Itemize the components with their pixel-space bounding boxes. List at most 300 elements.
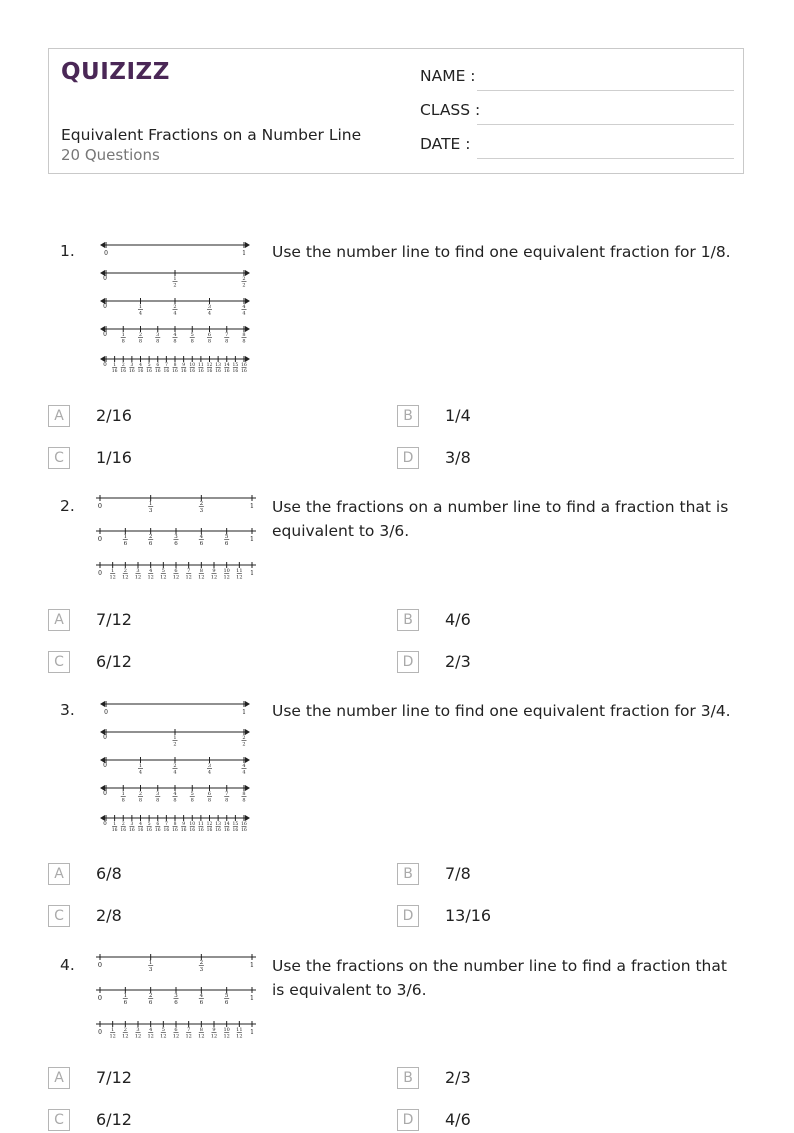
tick-label: 4 [207, 769, 212, 776]
number-line-row [100, 242, 250, 257]
tick-label: 12 [160, 574, 167, 581]
tick-label: 2 [121, 822, 125, 827]
question-count: 20 Questions [61, 146, 160, 164]
tick-label: 0 [103, 762, 107, 769]
tick-label: 4 [242, 769, 246, 776]
tick-label: 3 [156, 791, 160, 797]
tick-label: 11 [236, 568, 243, 574]
tick-label: 4 [242, 763, 246, 769]
class-field[interactable] [420, 101, 734, 125]
option-letter: C [48, 1109, 70, 1131]
tick-label: 4 [173, 310, 177, 317]
tick-label: 0 [104, 709, 108, 716]
tick-label: 5 [147, 822, 151, 827]
tick-label: 5 [161, 1027, 165, 1033]
number-line-row [96, 495, 256, 514]
tick-label: 2 [173, 741, 177, 748]
tick-label: 16 [241, 822, 247, 827]
tick-label: 16 [189, 369, 196, 374]
question-text: Use the number line to find one equivalent fraction for 1/8. [272, 243, 731, 261]
tick-label: 1 [111, 1027, 115, 1033]
question-number: 3. [60, 701, 75, 719]
tick-label: 16 [154, 828, 161, 833]
tick-label: 6 [224, 1000, 229, 1006]
option-letter: D [397, 447, 419, 469]
tick-label: 16 [154, 369, 161, 374]
tick-label: 6 [199, 541, 204, 547]
tick-label: 6 [123, 1000, 128, 1006]
tick-label: 6 [148, 1000, 153, 1006]
tick-label: 1 [111, 568, 115, 574]
tick-label: 12 [172, 574, 180, 581]
tick-label: 6 [207, 791, 212, 797]
tick-label: 9 [212, 568, 216, 574]
tick-label: 1 [148, 501, 153, 507]
option-text: 7/8 [445, 864, 471, 883]
tick-label: 16 [241, 363, 247, 368]
arrow-right [245, 298, 250, 304]
tick-label: 3 [148, 967, 153, 973]
tick-label: 8 [190, 338, 194, 345]
tick-label: 2 [242, 282, 246, 289]
number-line-diagram [92, 699, 258, 835]
tick-label: 1 [242, 250, 246, 257]
tick-label: 4 [242, 304, 246, 310]
tick-label: 12 [122, 1033, 129, 1040]
number-line-row [100, 757, 250, 776]
question-number: 2. [60, 497, 75, 515]
tick-label: 16 [241, 828, 247, 833]
option-letter: B [397, 1067, 419, 1089]
number-line-row [100, 356, 250, 374]
question-text: Use the fractions on a number line to find a fraction that is equivalent to 3/6. [272, 498, 729, 540]
option-d[interactable] [397, 651, 697, 675]
number-line-row [96, 987, 256, 1006]
tick-label: 4 [139, 822, 142, 827]
option-letter: D [397, 905, 419, 927]
option-letter: A [48, 405, 70, 427]
tick-label: 14 [223, 363, 230, 368]
tick-label: 8 [242, 791, 246, 797]
tick-label: 16 [163, 828, 170, 833]
tick-label: 2 [242, 735, 246, 741]
tick-label: 9 [182, 363, 186, 368]
arrow-right [245, 242, 250, 248]
tick-label: 0 [97, 535, 103, 543]
option-c[interactable] [48, 651, 348, 675]
option-letter: D [397, 1109, 419, 1131]
tick-label: 9 [182, 822, 186, 827]
tick-label: 16 [129, 369, 135, 374]
tick-label: 16 [215, 369, 221, 374]
tick-label: 4 [149, 1027, 153, 1033]
tick-label: 8 [242, 332, 246, 338]
option-text: 7/12 [96, 610, 132, 629]
tick-label: 6 [156, 822, 160, 827]
number-line-row [100, 815, 250, 833]
tick-label: 8 [190, 797, 194, 804]
option-b[interactable] [397, 609, 697, 633]
tick-label: 3 [130, 822, 134, 827]
number-line-row [96, 1021, 256, 1040]
tick-label: 11 [236, 1027, 243, 1033]
option-text: 2/3 [445, 652, 471, 671]
tick-label: 0 [98, 570, 102, 577]
tick-label: 16 [215, 828, 221, 833]
arrow-right [245, 701, 250, 707]
tick-label: 10 [223, 568, 230, 574]
quizizz-logo: QUIZIZZ [61, 59, 170, 85]
arrow-right [245, 729, 250, 735]
arrow-left [100, 242, 105, 248]
tick-label: 2 [242, 741, 246, 748]
tick-label: 2 [148, 993, 153, 999]
tick-label: 4 [199, 993, 204, 999]
tick-label: 16 [198, 828, 204, 833]
tick-label: 8 [173, 338, 177, 345]
tick-label: 16 [146, 369, 152, 374]
date-label: DATE : [420, 135, 471, 153]
tick-label: 12 [236, 574, 243, 581]
arrow-right [245, 785, 250, 791]
tick-label: 6 [156, 363, 160, 368]
tick-label: 0 [103, 362, 107, 368]
question-number: 4. [60, 956, 75, 974]
tick-label: 16 [198, 369, 204, 374]
tick-label: 3 [207, 763, 212, 769]
tick-label: 16 [189, 828, 196, 833]
tick-label: 3 [136, 1027, 140, 1033]
tick-label: 12 [147, 1033, 154, 1040]
tick-label: 16 [111, 369, 118, 374]
tick-label: 0 [97, 502, 103, 510]
tick-label: 3 [130, 363, 134, 368]
arrow-right [245, 326, 250, 332]
tick-label: 8 [207, 338, 212, 345]
tick-label: 16 [129, 828, 135, 833]
tick-label: 16 [206, 369, 213, 374]
tick-label: 4 [139, 363, 142, 368]
question-text: Use the fractions on the number line to find a fraction that is equivalent to 3/6. [272, 957, 727, 999]
tick-label: 16 [172, 369, 178, 374]
tick-label: 6 [224, 541, 229, 547]
option-b[interactable] [397, 863, 697, 887]
tick-label: 7 [187, 568, 191, 574]
tick-label: 6 [174, 541, 178, 547]
tick-label: 0 [103, 331, 107, 338]
tick-label: 8 [173, 822, 177, 827]
tick-label: 12 [206, 822, 213, 827]
tick-label: 0 [104, 250, 108, 257]
tick-label: 1 [123, 534, 128, 540]
option-a[interactable] [48, 1067, 348, 1091]
tick-label: 2 [138, 791, 143, 797]
tick-label: 4 [138, 769, 143, 776]
tick-label: 4 [173, 791, 177, 797]
tick-label: 16 [120, 369, 127, 374]
tick-label: 12 [134, 1033, 142, 1040]
arrow-right [245, 270, 250, 276]
class-label: CLASS : [420, 101, 481, 119]
tick-label: 6 [174, 568, 178, 574]
tick-label: 6 [174, 1027, 178, 1033]
arrow-left [100, 701, 105, 707]
tick-label: 13 [215, 822, 221, 827]
option-d[interactable] [397, 447, 697, 471]
number-line-diagram [92, 954, 258, 1046]
number-line-row [96, 954, 256, 973]
tick-label: 11 [198, 363, 204, 368]
tick-label: 12 [185, 574, 192, 581]
tick-label: 5 [224, 993, 229, 999]
tick-label: 5 [147, 363, 151, 368]
tick-label: 1 [173, 735, 177, 741]
tick-label: 10 [223, 1027, 230, 1033]
tick-label: 2 [173, 763, 177, 769]
question-text: Use the number line to find one equivalent fraction for 3/4. [272, 702, 731, 720]
option-text: 3/8 [445, 448, 471, 467]
tick-label: 1 [123, 993, 128, 999]
tick-label: 6 [123, 541, 128, 547]
tick-label: 8 [199, 1027, 203, 1033]
tick-label: 5 [190, 332, 194, 338]
option-c[interactable] [48, 905, 348, 929]
option-c[interactable] [48, 447, 348, 471]
tick-label: 16 [137, 828, 144, 833]
tick-label: 3 [174, 993, 178, 999]
arrow-right [245, 356, 250, 362]
tick-label: 0 [103, 821, 107, 827]
tick-label: 8 [121, 797, 125, 804]
option-text: 2/3 [445, 1068, 471, 1087]
option-text: 1/4 [445, 406, 471, 425]
tick-label: 4 [207, 310, 212, 317]
option-text: 7/12 [96, 1068, 132, 1087]
tick-label: 16 [146, 828, 152, 833]
tick-label: 8 [242, 797, 246, 804]
number-line-row [96, 528, 256, 547]
option-letter: D [397, 651, 419, 673]
tick-label: 2 [199, 501, 204, 507]
number-line-row [100, 729, 250, 748]
tick-label: 4 [242, 310, 246, 317]
tick-label: 8 [156, 338, 160, 345]
option-letter: A [48, 1067, 70, 1089]
tick-label: 14 [223, 822, 230, 827]
tick-label: 12 [160, 1033, 167, 1040]
tick-label: 11 [198, 822, 204, 827]
tick-label: 4 [149, 568, 153, 574]
tick-label: 1 [113, 822, 117, 827]
option-text: 6/8 [96, 864, 122, 883]
option-d[interactable] [397, 1109, 697, 1133]
tick-label: 1 [250, 570, 254, 577]
number-line-diagram [92, 495, 258, 587]
tick-label: 16 [223, 828, 230, 833]
tick-label: 16 [111, 828, 118, 833]
tick-label: 8 [173, 797, 177, 804]
tick-label: 2 [148, 534, 153, 540]
tick-label: 1 [249, 961, 255, 969]
number-line-row [100, 270, 250, 289]
tick-label: 6 [148, 541, 153, 547]
tick-label: 6 [199, 1000, 204, 1006]
number-line-row [100, 701, 250, 716]
tick-label: 1 [173, 276, 177, 282]
tick-label: 12 [109, 1033, 116, 1040]
tick-label: 3 [174, 534, 178, 540]
tick-label: 5 [161, 568, 165, 574]
tick-label: 9 [212, 1027, 216, 1033]
tick-label: 4 [173, 332, 177, 338]
tick-label: 1 [121, 332, 125, 338]
tick-label: 2 [242, 276, 246, 282]
tick-label: 16 [241, 369, 247, 374]
tick-label: 16 [172, 828, 178, 833]
tick-label: 2 [123, 568, 127, 574]
option-d[interactable] [397, 905, 697, 929]
option-letter: A [48, 609, 70, 631]
option-text: 2/16 [96, 406, 132, 425]
tick-label: 1 [148, 960, 153, 966]
tick-label: 16 [232, 828, 239, 833]
tick-label: 1 [121, 791, 125, 797]
tick-label: 7 [225, 332, 229, 338]
tick-label: 1 [138, 763, 143, 769]
tick-label: 16 [206, 828, 213, 833]
tick-label: 16 [180, 369, 187, 374]
tick-label: 0 [103, 303, 107, 310]
tick-label: 7 [164, 363, 168, 368]
tick-label: 12 [134, 574, 142, 581]
tick-label: 4 [138, 310, 143, 317]
tick-label: 7 [187, 1027, 191, 1033]
tick-label: 12 [206, 363, 213, 368]
tick-label: 5 [190, 791, 194, 797]
tick-label: 8 [156, 797, 160, 804]
tick-label: 0 [103, 790, 107, 797]
number-line-row [96, 562, 256, 581]
tick-label: 2 [121, 363, 125, 368]
option-a[interactable] [48, 405, 348, 429]
arrow-right [245, 757, 250, 763]
option-text: 2/8 [96, 906, 122, 925]
tick-label: 3 [199, 967, 204, 973]
tick-label: 12 [223, 574, 230, 581]
number-line-row [100, 298, 250, 317]
tick-label: 16 [163, 369, 170, 374]
tick-label: 12 [236, 1033, 243, 1040]
option-letter: A [48, 863, 70, 885]
tick-label: 12 [198, 1033, 205, 1040]
tick-label: 1 [250, 1029, 254, 1036]
tick-label: 16 [120, 828, 127, 833]
tick-label: 3 [136, 568, 140, 574]
tick-label: 10 [189, 822, 196, 827]
tick-label: 2 [123, 1027, 127, 1033]
name-label: NAME : [420, 67, 476, 85]
tick-label: 8 [138, 338, 143, 345]
tick-label: 12 [210, 1033, 218, 1040]
name-field[interactable] [420, 67, 734, 91]
tick-label: 12 [109, 574, 116, 581]
tick-label: 12 [198, 574, 205, 581]
tick-label: 3 [199, 508, 204, 514]
option-text: 4/6 [445, 610, 471, 629]
tick-label: 16 [137, 369, 144, 374]
tick-label: 1 [242, 709, 246, 716]
date-field[interactable] [420, 135, 734, 159]
option-c[interactable] [48, 1109, 348, 1133]
tick-label: 0 [103, 275, 107, 282]
option-a[interactable] [48, 609, 348, 633]
option-letter: C [48, 905, 70, 927]
tick-label: 2 [199, 960, 204, 966]
tick-label: 8 [242, 338, 246, 345]
tick-label: 3 [156, 332, 160, 338]
tick-label: 6 [207, 332, 212, 338]
tick-label: 8 [173, 363, 177, 368]
tick-label: 1 [249, 535, 255, 543]
option-b[interactable] [397, 1067, 697, 1091]
tick-label: 16 [232, 369, 239, 374]
tick-label: 7 [164, 822, 168, 827]
tick-label: 4 [199, 534, 204, 540]
question-number: 1. [60, 242, 75, 260]
option-text: 4/6 [445, 1110, 471, 1129]
tick-label: 3 [207, 304, 212, 310]
tick-label: 1 [113, 363, 117, 368]
tick-label: 0 [97, 961, 103, 969]
tick-label: 8 [138, 797, 143, 804]
tick-label: 13 [215, 363, 221, 368]
option-a[interactable] [48, 863, 348, 887]
tick-label: 0 [97, 994, 103, 1002]
tick-label: 0 [98, 1029, 102, 1036]
tick-label: 4 [173, 769, 177, 776]
tick-label: 2 [138, 332, 143, 338]
tick-label: 7 [225, 791, 229, 797]
tick-label: 6 [174, 1000, 178, 1006]
tick-label: 12 [147, 574, 154, 581]
tick-label: 12 [122, 574, 129, 581]
tick-label: 3 [148, 508, 153, 514]
tick-label: 1 [249, 502, 255, 510]
number-line-row [100, 785, 250, 804]
option-text: 1/16 [96, 448, 132, 467]
tick-label: 16 [223, 369, 230, 374]
option-b[interactable] [397, 405, 697, 429]
tick-label: 15 [232, 363, 239, 368]
tick-label: 8 [225, 338, 229, 345]
option-letter: B [397, 863, 419, 885]
tick-label: 12 [185, 1033, 192, 1040]
tick-label: 12 [172, 1033, 180, 1040]
tick-label: 15 [232, 822, 239, 827]
number-line-diagram [92, 240, 258, 376]
tick-label: 2 [173, 282, 177, 289]
tick-label: 8 [207, 797, 212, 804]
tick-label: 8 [199, 568, 203, 574]
option-letter: C [48, 651, 70, 673]
option-letter: B [397, 609, 419, 631]
tick-label: 5 [224, 534, 229, 540]
tick-label: 12 [210, 574, 218, 581]
worksheet-title: Equivalent Fractions on a Number Line [61, 126, 362, 144]
worksheet-header [48, 48, 744, 174]
tick-label: 12 [223, 1033, 230, 1040]
tick-label: 10 [189, 363, 196, 368]
